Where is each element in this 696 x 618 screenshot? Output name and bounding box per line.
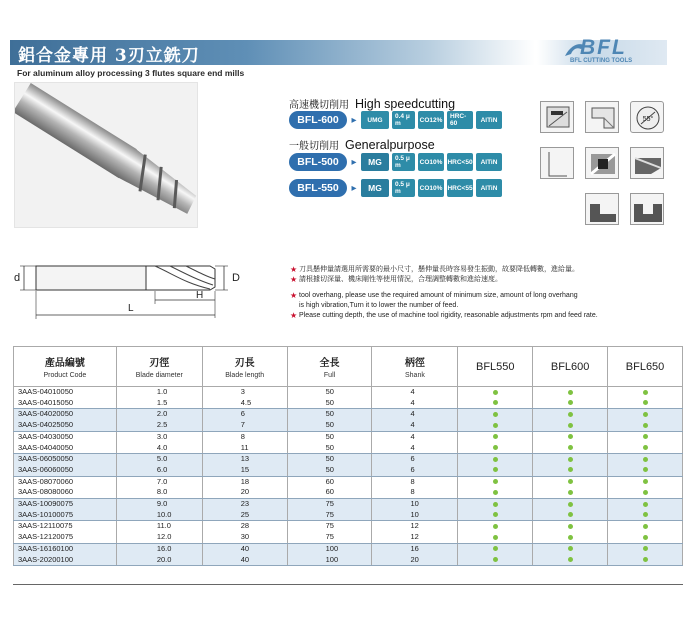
available-dot-icon bbox=[643, 535, 648, 540]
table-cell: 12 bbox=[372, 521, 458, 532]
available-dot-icon bbox=[493, 434, 498, 439]
availability-cell bbox=[458, 443, 533, 454]
availability-cell bbox=[458, 487, 533, 498]
availability-cell bbox=[608, 465, 683, 476]
table-cell: 50 bbox=[287, 409, 372, 420]
table-cell: 4 bbox=[372, 431, 458, 442]
table-cell: 11 bbox=[202, 443, 287, 454]
available-dot-icon bbox=[493, 412, 498, 417]
helix-angle-icon bbox=[630, 101, 664, 133]
table-cell: 6.0 bbox=[116, 465, 202, 476]
table-cell: 8 bbox=[372, 487, 458, 498]
table-cell: 20 bbox=[202, 487, 287, 498]
header-blade-length: 刃長 Blade length bbox=[202, 347, 287, 387]
star-icon: ★ bbox=[290, 291, 298, 300]
availability-cell bbox=[608, 443, 683, 454]
availability-cell bbox=[533, 454, 608, 465]
availability-cell bbox=[608, 510, 683, 521]
availability-cell bbox=[458, 431, 533, 442]
table-cell: 3AAS-04010050 bbox=[14, 387, 117, 398]
table-cell: 7.0 bbox=[116, 476, 202, 487]
availability-cell bbox=[458, 521, 533, 532]
header-full-length: 全長 Full bbox=[287, 347, 372, 387]
table-cell: 23 bbox=[202, 499, 287, 510]
available-dot-icon bbox=[643, 502, 648, 507]
end-mill-photo bbox=[15, 83, 198, 228]
table-cell: 3AAS-12120075 bbox=[14, 532, 117, 543]
availability-cell bbox=[533, 431, 608, 442]
availability-cell bbox=[533, 543, 608, 554]
table-cell: 3AAS-16160100 bbox=[14, 543, 117, 554]
spec-chip: MG bbox=[361, 153, 389, 171]
series-label-en: Generalpurpose bbox=[345, 138, 435, 152]
table-cell: 4 bbox=[372, 398, 458, 409]
available-dot-icon bbox=[643, 445, 648, 450]
table-cell: 6 bbox=[372, 454, 458, 465]
available-dot-icon bbox=[493, 490, 498, 495]
brand-subtitle: BFL CUTTING TOOLS bbox=[570, 58, 633, 64]
table-cell: 4 bbox=[372, 443, 458, 454]
series-label-general bbox=[289, 137, 435, 152]
availability-cell bbox=[608, 409, 683, 420]
spec-chip: CO12% bbox=[418, 111, 444, 129]
spec-chip: AlTiN bbox=[476, 179, 502, 197]
available-dot-icon bbox=[643, 390, 648, 395]
availability-cell bbox=[458, 420, 533, 431]
table-row bbox=[14, 555, 683, 566]
available-dot-icon bbox=[568, 535, 573, 540]
table-cell: 10 bbox=[372, 499, 458, 510]
star-icon: ★ bbox=[290, 275, 298, 284]
spec-chip: MG bbox=[361, 179, 389, 197]
availability-cell bbox=[608, 398, 683, 409]
table-row bbox=[14, 543, 683, 554]
availability-cell bbox=[608, 532, 683, 543]
available-dot-icon bbox=[568, 479, 573, 484]
availability-cell bbox=[608, 499, 683, 510]
brand-name: BFL bbox=[580, 36, 627, 59]
availability-cell bbox=[608, 543, 683, 554]
table-cell: 50 bbox=[287, 465, 372, 476]
available-dot-icon bbox=[568, 412, 573, 417]
table-cell: 3AAS-04020050 bbox=[14, 409, 117, 420]
table-bottom-rule bbox=[13, 584, 683, 585]
available-dot-icon bbox=[493, 467, 498, 472]
table-cell: 50 bbox=[287, 431, 372, 442]
table-cell: 3AAS-08070060 bbox=[14, 476, 117, 487]
dim-H-label: H bbox=[196, 290, 204, 301]
table-row bbox=[14, 487, 683, 498]
table-cell: 3.0 bbox=[116, 431, 202, 442]
available-dot-icon bbox=[493, 479, 498, 484]
ramping-icon bbox=[630, 147, 664, 179]
available-dot-icon bbox=[493, 546, 498, 551]
table-cell: 7 bbox=[202, 420, 287, 431]
table-cell: 100 bbox=[287, 555, 372, 566]
header-shank: 柄徑 Shank bbox=[372, 347, 458, 387]
available-dot-icon bbox=[493, 502, 498, 507]
table-cell: 2.0 bbox=[116, 409, 202, 420]
table-cell: 8 bbox=[202, 431, 287, 442]
table-row bbox=[14, 521, 683, 532]
availability-cell bbox=[608, 476, 683, 487]
table-cell: 3AAS-04025050 bbox=[14, 420, 117, 431]
table-cell: 8 bbox=[372, 476, 458, 487]
availability-cell bbox=[533, 510, 608, 521]
availability-cell bbox=[533, 487, 608, 498]
available-dot-icon bbox=[643, 546, 648, 551]
table-cell: 12 bbox=[372, 532, 458, 543]
table-cell: 50 bbox=[287, 454, 372, 465]
arrow-right-icon: ▸ bbox=[351, 182, 357, 194]
header-bfl600: BFL600 bbox=[533, 347, 608, 387]
helix-angle-value: 55° bbox=[642, 116, 654, 123]
spec-row-bfl550 bbox=[289, 179, 502, 197]
available-dot-icon bbox=[568, 423, 573, 428]
spec-chip: HRC<55 bbox=[447, 179, 473, 197]
table-cell: 3AAS-12110075 bbox=[14, 521, 117, 532]
available-dot-icon bbox=[643, 557, 648, 562]
availability-cell bbox=[533, 398, 608, 409]
table-cell: 6 bbox=[202, 409, 287, 420]
availability-cell bbox=[533, 532, 608, 543]
spec-row-bfl600 bbox=[289, 111, 502, 129]
table-cell: 16 bbox=[372, 543, 458, 554]
table-cell: 5.0 bbox=[116, 454, 202, 465]
availability-cell bbox=[458, 555, 533, 566]
table-cell: 13 bbox=[202, 454, 287, 465]
dim-d-label: d bbox=[14, 272, 21, 284]
availability-cell bbox=[458, 454, 533, 465]
table-cell: 3AAS-04040050 bbox=[14, 443, 117, 454]
table-cell: 28 bbox=[202, 521, 287, 532]
table-cell: 1.0 bbox=[116, 387, 202, 398]
table-row bbox=[14, 476, 683, 487]
series-code-pill: BFL-600 bbox=[289, 111, 347, 129]
table-cell: 20 bbox=[372, 555, 458, 566]
spec-chip: CO10% bbox=[418, 179, 444, 197]
available-dot-icon bbox=[493, 423, 498, 428]
available-dot-icon bbox=[643, 434, 648, 439]
note-item-continued: is high vibration,Turn it to lower the number of feed. bbox=[299, 302, 459, 309]
available-dot-icon bbox=[568, 445, 573, 450]
available-dot-icon bbox=[568, 546, 573, 551]
dim-L-label: L bbox=[128, 303, 134, 314]
availability-cell bbox=[533, 521, 608, 532]
series-label-zh: 一般切削用 bbox=[289, 141, 339, 152]
table-row bbox=[14, 420, 683, 431]
table-cell: 3AAS-06060050 bbox=[14, 465, 117, 476]
table-cell: 10.0 bbox=[116, 510, 202, 521]
table-row bbox=[14, 431, 683, 442]
available-dot-icon bbox=[493, 535, 498, 540]
available-dot-icon bbox=[568, 467, 573, 472]
availability-cell bbox=[608, 420, 683, 431]
spec-chip: UMG bbox=[361, 111, 389, 129]
available-dot-icon bbox=[643, 479, 648, 484]
table-cell: 3AAS-08080060 bbox=[14, 487, 117, 498]
availability-cell bbox=[608, 387, 683, 398]
slotting-icon bbox=[585, 147, 619, 179]
availability-cell bbox=[608, 521, 683, 532]
available-dot-icon bbox=[568, 457, 573, 462]
table-row bbox=[14, 454, 683, 465]
available-dot-icon bbox=[568, 524, 573, 529]
table-cell: 50 bbox=[287, 398, 372, 409]
tool-dimension-drawing bbox=[10, 255, 275, 325]
available-dot-icon bbox=[568, 512, 573, 517]
availability-cell bbox=[458, 398, 533, 409]
availability-cell bbox=[608, 555, 683, 566]
available-dot-icon bbox=[643, 467, 648, 472]
availability-cell bbox=[533, 465, 608, 476]
available-dot-icon bbox=[568, 400, 573, 405]
table-cell: 30 bbox=[202, 532, 287, 543]
table-row bbox=[14, 465, 683, 476]
availability-cell bbox=[458, 465, 533, 476]
table-cell: 4.5 bbox=[202, 398, 287, 409]
spec-row-bfl500 bbox=[289, 153, 502, 171]
spec-chip: 0.5 μ m bbox=[392, 179, 415, 197]
table-row bbox=[14, 387, 683, 398]
table-cell: 60 bbox=[287, 487, 372, 498]
table-cell: 10 bbox=[372, 510, 458, 521]
table-cell: 4 bbox=[372, 409, 458, 420]
availability-cell bbox=[458, 532, 533, 543]
available-dot-icon bbox=[643, 457, 648, 462]
available-dot-icon bbox=[493, 390, 498, 395]
note-item: ★ 請根據切深量、機床剛性等使用情況，合理調整轉數和進給速度。 bbox=[290, 275, 502, 284]
table-cell: 75 bbox=[287, 532, 372, 543]
table-cell: 60 bbox=[287, 476, 372, 487]
availability-cell bbox=[458, 476, 533, 487]
availability-cell bbox=[608, 487, 683, 498]
available-dot-icon bbox=[643, 400, 648, 405]
table-cell: 75 bbox=[287, 499, 372, 510]
star-icon: ★ bbox=[290, 311, 298, 320]
available-dot-icon bbox=[643, 423, 648, 428]
series-code-pill: BFL-500 bbox=[289, 153, 347, 171]
availability-cell bbox=[533, 476, 608, 487]
high-hardness-material-icon bbox=[540, 101, 574, 133]
spec-chip: 0.5 μ m bbox=[392, 153, 415, 171]
available-dot-icon bbox=[643, 512, 648, 517]
table-cell: 50 bbox=[287, 420, 372, 431]
available-dot-icon bbox=[493, 512, 498, 517]
table-row bbox=[14, 532, 683, 543]
table-cell: 25 bbox=[202, 510, 287, 521]
table-cell: 6 bbox=[372, 465, 458, 476]
availability-cell bbox=[458, 409, 533, 420]
table-cell: 8.0 bbox=[116, 487, 202, 498]
table-row bbox=[14, 443, 683, 454]
header-blade-diameter: 刃徑 Blade diameter bbox=[116, 347, 202, 387]
available-dot-icon bbox=[493, 400, 498, 405]
availability-cell bbox=[533, 387, 608, 398]
dim-D-label: D bbox=[232, 272, 240, 284]
table-row bbox=[14, 510, 683, 521]
table-row bbox=[14, 409, 683, 420]
availability-cell bbox=[533, 499, 608, 510]
availability-cell bbox=[458, 510, 533, 521]
availability-cell bbox=[533, 443, 608, 454]
spec-chip: AlTiN bbox=[476, 153, 502, 171]
available-dot-icon bbox=[493, 524, 498, 529]
availability-cell bbox=[458, 543, 533, 554]
spec-chip: HRC<50 bbox=[447, 153, 473, 171]
table-cell: 50 bbox=[287, 387, 372, 398]
product-photo bbox=[14, 82, 198, 228]
spec-chip: CO10% bbox=[418, 153, 444, 171]
available-dot-icon bbox=[493, 445, 498, 450]
corner-milling-icon bbox=[585, 101, 619, 133]
table-cell: 20.0 bbox=[116, 555, 202, 566]
table-cell: 11.0 bbox=[116, 521, 202, 532]
note-item: ★ Please cutting depth, the use of machine tool rigidity, reasonable adjustments rpm and feed rate. bbox=[290, 311, 598, 320]
table-cell: 16.0 bbox=[116, 543, 202, 554]
availability-cell bbox=[458, 499, 533, 510]
arrow-right-icon: ▸ bbox=[351, 156, 357, 168]
table-cell: 40 bbox=[202, 543, 287, 554]
table-cell: 2.5 bbox=[116, 420, 202, 431]
availability-cell bbox=[533, 409, 608, 420]
table-cell: 75 bbox=[287, 510, 372, 521]
table-cell: 75 bbox=[287, 521, 372, 532]
pocket-milling-icon bbox=[630, 193, 664, 225]
table-body bbox=[14, 387, 683, 566]
table-cell: 18 bbox=[202, 476, 287, 487]
table-cell: 4 bbox=[372, 420, 458, 431]
note-item: ★ 刀具懸伸量請選用所需要的最小尺寸，懸伸量長時容易發生振動，故要降低轉數，進給量。 bbox=[290, 265, 579, 274]
star-icon: ★ bbox=[290, 265, 298, 274]
note-item: ★ tool overhang, please use the required amount of minimum size, amount of long overhang bbox=[290, 291, 578, 300]
available-dot-icon bbox=[568, 490, 573, 495]
usage-notes bbox=[290, 265, 685, 321]
spec-chip: HRC-60 bbox=[447, 111, 473, 129]
availability-cell bbox=[608, 454, 683, 465]
series-label-zh: 高速機切削用 bbox=[289, 100, 349, 111]
table-row bbox=[14, 398, 683, 409]
table-cell: 3AAS-10090075 bbox=[14, 499, 117, 510]
available-dot-icon bbox=[643, 524, 648, 529]
series-label-high-speed bbox=[289, 96, 455, 111]
header-bfl550: BFL550 bbox=[458, 347, 533, 387]
product-spec-table bbox=[13, 346, 683, 566]
table-cell: 3AAS-20200100 bbox=[14, 555, 117, 566]
available-dot-icon bbox=[643, 412, 648, 417]
table-cell: 4.0 bbox=[116, 443, 202, 454]
table-cell: 4 bbox=[372, 387, 458, 398]
table-cell: 100 bbox=[287, 543, 372, 554]
availability-cell bbox=[533, 420, 608, 431]
arrow-right-icon: ▸ bbox=[351, 114, 357, 126]
available-dot-icon bbox=[493, 457, 498, 462]
header-bfl650: BFL650 bbox=[608, 347, 683, 387]
table-cell: 40 bbox=[202, 555, 287, 566]
page-title: 鋁合金專用 3刃立銑刀 bbox=[18, 46, 200, 66]
table-cell: 9.0 bbox=[116, 499, 202, 510]
table-header-row bbox=[14, 347, 683, 387]
table-row bbox=[14, 499, 683, 510]
available-dot-icon bbox=[493, 557, 498, 562]
table-cell: 3AAS-04030050 bbox=[14, 431, 117, 442]
table-cell: 15 bbox=[202, 465, 287, 476]
available-dot-icon bbox=[643, 490, 648, 495]
table-cell: 3AAS-06050050 bbox=[14, 454, 117, 465]
table-cell: 3AAS-04015050 bbox=[14, 398, 117, 409]
header-product-code: 產品編號 Product Code bbox=[14, 347, 117, 387]
table-cell: 50 bbox=[287, 443, 372, 454]
available-dot-icon bbox=[568, 557, 573, 562]
side-milling-icon bbox=[540, 147, 574, 179]
page-subtitle: For aluminum alloy processing 3 flutes square end mills bbox=[17, 68, 245, 78]
table-cell: 1.5 bbox=[116, 398, 202, 409]
availability-cell bbox=[458, 387, 533, 398]
spec-chip: 0.4 μ m bbox=[392, 111, 415, 129]
available-dot-icon bbox=[568, 434, 573, 439]
availability-cell bbox=[608, 431, 683, 442]
availability-cell bbox=[533, 555, 608, 566]
table-cell: 12.0 bbox=[116, 532, 202, 543]
table-cell: 3 bbox=[202, 387, 287, 398]
available-dot-icon bbox=[568, 390, 573, 395]
series-code-pill: BFL-550 bbox=[289, 179, 347, 197]
spec-chip: AlTiN bbox=[476, 111, 502, 129]
shoulder-milling-icon bbox=[585, 193, 619, 225]
available-dot-icon bbox=[568, 502, 573, 507]
table-cell: 3AAS-10100075 bbox=[14, 510, 117, 521]
series-label-en: High speedcutting bbox=[355, 97, 456, 111]
